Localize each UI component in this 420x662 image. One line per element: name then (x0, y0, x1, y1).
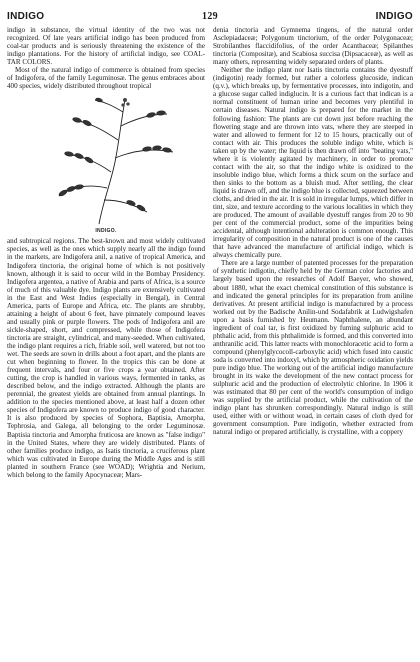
plant-drawing (7, 92, 205, 227)
header-right-title: INDIGO (375, 11, 413, 22)
paragraph: Most of the natural indigo of commerce is obtained from species of Indigofera, of the family Leguminosæ. The genus embraces about 400 species, widely distributed throughout tropical (7, 66, 205, 91)
running-header (7, 11, 413, 23)
right-column (213, 26, 413, 436)
page-number: 129 (202, 11, 218, 22)
paragraph: There are a large number of patented processes for the preparation of synthetic indigotin, chiefly held by the German color factories and largely based upon the researches of Adolf Baeyer, who showed, about 1880, what the exact chemical constitution of this substance is and indicated the general principles for its preparation from aniline derivatives. At present artificial indigo is manufactured by a process worked out by the Badische Anilin-und Sodafabrik at Ludwigshafen upon a basis furnished by Heumann. Naphthalene, an abundant ingredient of coal tar, is first oxidized by fuming sulphuric acid to phthalic acid, from this phthalimide is formed, and this converted into anthranilic acid. This latter reacts with monochloracetic acid to form a compound (phenylglycocoll-carboxylic acid) which fused into caustic soda is converted into indoxyl, which by atmospheric oxidation yields pure indigo blue. The working out of the artificial indigo manufacture brought in its wake the development of the new contact process for sulphuric acid and the production of electrolytic chlorine. In 1906 it was estimated that 80 per cent of the world's consumption of indigo was supplied by the artificial product, while the cultivation of the indigo plant has shrunken correspondingly. Natural indigo is still used, either with or without woad, in certain cases of cloth dyed for government consumption. Pure indigotin, whether extracted from natural indigo or prepared artificially, is crystalline, with a coppery (213, 259, 413, 437)
paragraph: denia tinctoria and Gymnema tingens, of the natural order Asclepiadaceæ; Polygonum tinctorium, of the order Polygonaceæ; Strobilanthes flaccidifolius, of the order Acanthaceæ; Spilanthes tinctoria (Compositæ), and Scabiosa succisa (Dipsacaceæ), as well as many others, representing widely separated orders of plants. (213, 26, 413, 67)
indigo-plant-illustration (7, 92, 205, 235)
figure-caption: INDIGO. (95, 228, 117, 235)
left-column (7, 26, 205, 479)
paragraph: Neither the indigo plant nor Isatis tinctoria contains the dyestuff (indigotin) ready formed, but rather a colorless glucoside, indican (q.v.), which breaks up, by fermentative processes, into indigotin, and a glucose sugar called indiglucin. It is a curious fact that indican is a normal constituent of human urine and becomes very plentiful in certain diseases. Natural indigo is prepared for the market in the following fashion: The plants are cut down just before reaching the flowering stage and are thrown into vats, where they are steeped in water and allowed to ferment for 12 to 15 hours, practically out of contact with air. This produces the soluble indigo white, which is taken up by the water; the liquid is then drawn off into "beating vats," where it is violently agitated by machinery, in order to promote contact with the air, so that the indigo white is oxidized to the insoluble indigo blue, which forms a thick scum on the surface and then sinks to the bottom as a bluish mud. After settling, the clear liquid is drawn off, and the indigo blue is collected, squeezed between cloths, and dried in the air. It is sold in irregular lumps, which differ in tint, size, and texture according to the various localities in which they are produced. The amount of available dyestuff ranges from 20 to 90 per cent of the commercial product, some of the impurities being accidental, although intentional adulteration is common enough. This irregularity of composition in the natural product is one of the causes that have advanced the manufacture of artificial indigo, which is always chemically pure. (213, 66, 413, 260)
header-left-title: INDIGO (7, 11, 45, 22)
paragraph: indigo in substance, the virtual identity of the two was not recognized. Of late years artificial indigo has been produced from coal-tar products and is seriously threatening the existence of the indigo plantations. For the history of artificial indigo, see COAL-TAR COLORS. (7, 26, 205, 67)
paragraph: and subtropical regions. The best-known and most widely cultivated species, as well as the ones which supply nearly all the indigo found in the markets, are Indigofera anil, a native of tropical America, and Indigofera tinctoria, the original home of which is not positively known, although it is said to occur wild in the Bombay Presidency. Indigofera argentea, a native of Arabia and parts of Africa, is a source of much of this valuable dye. Indigo plants are extensively cultivated in the East and West Indies (especially in Bengal), in Central America, parts of Europe and Africa, etc. The plants are shrubby, attaining a height of about 6 feet, have pinnately compound leaves and usually pink or purple flowers. The pods of Indigofera anil are sickle-shaped, short, and compressed, while those of Indigofera tinctoria are straight, cylindrical, and many-seeded. When cultivated, the indigo plant requires a rich, friable soil, well watered, but not too wet. The seeds are sown in drills about a foot apart, and the plants are cut when beginning to flower. In the tropics this can be done at frequent intervals, and four or five crops a year obtained. After cutting, the crop is handled in various ways, fermented in tanks, as described below, and the indigo extracted. Although the plants are perennial, the greatest yields are obtained from annual plantings. In addition to the species mentioned above, at least half a dozen other species of Indigofera are known to produce indigo of good character. It is also produced by species of Sophora, Baptisia, Amorpha, Tephrosia, and Galega, all belonging to the order Leguminosæ. Baptisia tinctoria and Amorpha fruticosa are known as "false indigo" in the United States, where they are widely distributed. Plants of other families produce indigo, as Isatis tinctoria, a cruciferous plant which was cultivated in Europe during the Middle Ages and is still planted in southern France (see WOAD); Wrightia and Nerium, which belong to the family Apocynaceæ; Mars- (7, 237, 205, 479)
